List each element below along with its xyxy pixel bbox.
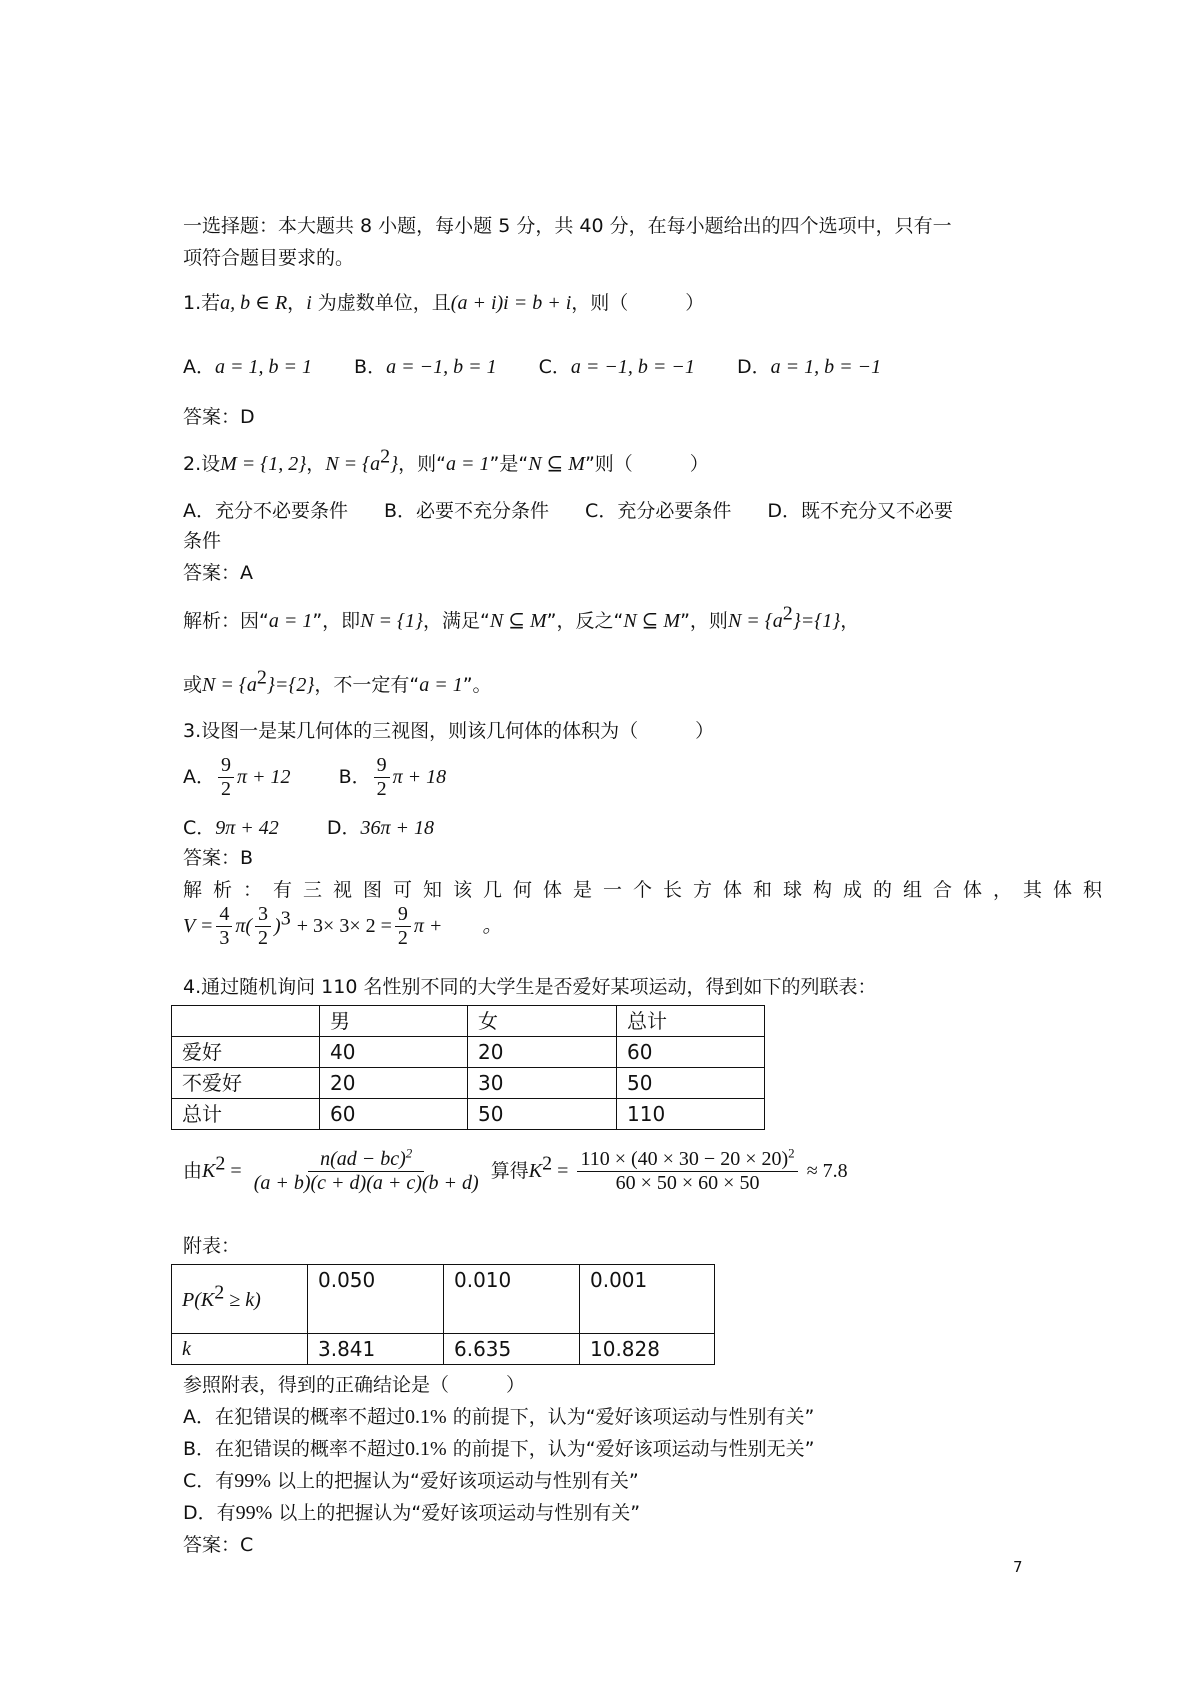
section-intro-line-2: 项符合题目要求的。 <box>183 247 355 269</box>
question-3-explanation: 解析：有三视图可知该几何体是一个长方体和球构成的组合体，其体积 <box>183 879 1114 901</box>
question-1-answer: 答案：D <box>183 406 255 428</box>
table-row: 总计 60 50 110 <box>172 1099 765 1130</box>
section-intro-line-1: 一选择题：本大题共 8 小题，每小题 5 分，共 40 分，在每小题给出的四个选项中，只有一 <box>183 215 952 237</box>
option-c: C．充分必要条件 <box>585 500 732 522</box>
option-d: D．有99% 以上的把握认为“爱好该项运动与性别有关” <box>183 1502 641 1524</box>
question-1-stem: 1.若a, b ∈ R，i 为虚数单位，且(a + i)i = b + i，则（ ） <box>183 292 705 314</box>
question-2-answer: 答案：A <box>183 562 253 584</box>
option-d: D．a = 1, b = −1 <box>736 356 882 378</box>
probability-label: $P(K^2 \ge k)$ <box>172 1265 308 1334</box>
question-2-options <box>183 498 953 524</box>
chi-square-formula: 由$K^2$ = $\frac{n(ad - bc)^2}{(a + b)(c + d)(a + c)(b + d)}$ 算得$K^2$ = $\frac{110 \times (40 \times 30 - 20 \times 20)^2}{60 \times 50 \times 60 \times 50}$ ≈ 7.8 <box>183 1145 848 1194</box>
question-2-options-cont: 条件 <box>183 530 222 552</box>
question-4-stem: 4.通过随机询问 110 名性别不同的大学生是否爱好某项运动，得到如下的列联表： <box>183 976 877 998</box>
question-3-answer: 答案：B <box>183 847 254 869</box>
option-d: D．既不充分又不必要 <box>767 500 953 522</box>
option-a: A．充分不必要条件 <box>183 500 348 522</box>
question-3-options-cd: C．9π + 42 D．36π + 18 <box>183 817 435 839</box>
question-4-answer: 答案：C <box>183 1534 254 1556</box>
option-c: C．a = −1, b = −1 <box>538 356 695 378</box>
question-3-stem: 3.设图一是某几何体的三视图，则该几何体的体积为（ ） <box>183 720 715 742</box>
fraction: $\frac{9}{2}$ <box>374 754 390 801</box>
contingency-table <box>171 1005 765 1130</box>
table-row: 不爱好 20 30 50 <box>172 1068 765 1099</box>
page-number: 7 <box>1013 1558 1023 1576</box>
table-row: $P(K^2 \ge k)$ 0.050 0.010 0.001 <box>172 1265 715 1334</box>
option-b: B．在犯错误的概率不超过0.1% 的前提下，认为“爱好该项运动与性别无关” <box>183 1438 815 1460</box>
question-1-options <box>183 354 917 380</box>
critical-value-table <box>171 1264 715 1365</box>
appendix-label: 附表： <box>183 1235 241 1257</box>
table-row: k 3.841 6.635 10.828 <box>172 1334 715 1365</box>
question-2-explanation-1: 解析：因“a = 1”，即N = {1}，满足“N ⊆ M”，反之“N ⊆ M”，则$N = \{a^2\}=\{1\}$， <box>183 602 860 632</box>
question-4-ask: 参照附表，得到的正确结论是（ ） <box>183 1374 526 1396</box>
question-3-volume-formula: V = $\frac{4}{3}$ π( $\frac{3}{2}$ )$^3$ + 3× 3× 2 = $\frac{9}{2}$ π + 。 <box>183 903 503 949</box>
option-a: A．a = 1, b = 1 <box>183 356 312 378</box>
option-c: C．有99% 以上的把握认为“爱好该项运动与性别有关” <box>183 1470 639 1492</box>
question-2-explanation-2: 或$N = \{a^2\}=\{2\}$，不一定有“a = 1”。 <box>183 666 492 696</box>
option-b: B．a = −1, b = 1 <box>354 356 497 378</box>
table-row: 男 女 总计 <box>172 1006 765 1037</box>
fraction: $\frac{9}{2}$ <box>218 754 234 801</box>
option-a: A．在犯错误的概率不超过0.1% 的前提下，认为“爱好该项运动与性别有关” <box>183 1406 815 1428</box>
option-b: B．必要不充分条件 <box>384 500 550 522</box>
question-3-options-ab: A． $\frac{9}{2}$ π + 12 B． $\frac{9}{2}$ π + 18 <box>183 754 447 800</box>
table-row: 爱好 40 20 60 <box>172 1037 765 1068</box>
question-2-stem: 2.设M = {1, 2}，$N = \{a^2\}$，则“a = 1”是“N ⊆ M”则（ ） <box>183 445 709 475</box>
